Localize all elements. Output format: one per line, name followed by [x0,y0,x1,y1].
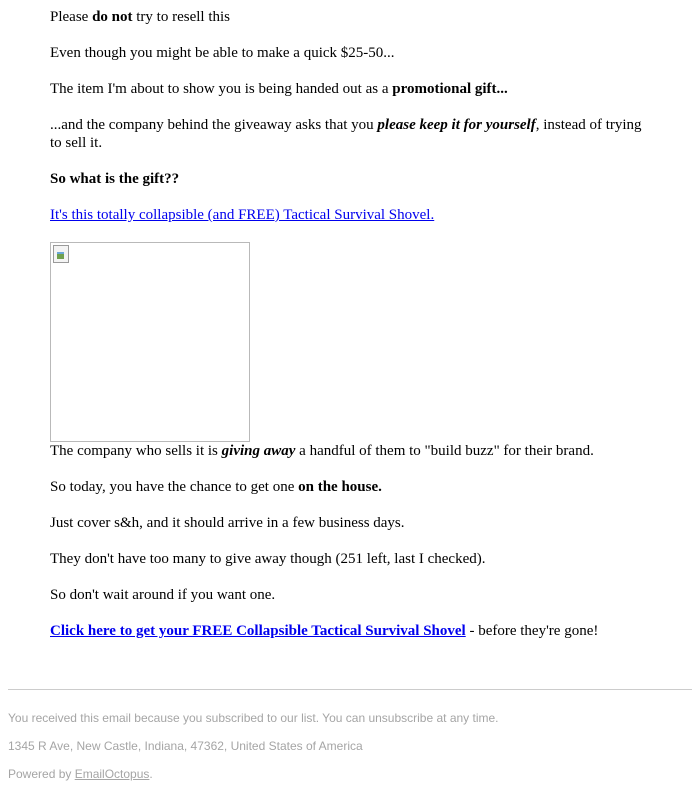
text: . [149,767,153,781]
footer-subscribed-notice: You received this email because you subscribed to our list. You can unsubscribe at any time. [8,711,499,725]
bold-italic-text: giving away [221,443,296,459]
text: - before they're gone! [465,623,599,639]
bold-italic-text: please keep it for yourself [377,117,536,133]
bold-text: So what is the gift?? [50,171,180,187]
footer-divider [8,689,692,690]
paragraph-dont-wait: So don't wait around if you want one. [50,587,276,603]
text: The company who sells it is [50,443,222,459]
text: So today, you have the chance to get one [50,479,299,495]
broken-image-icon [53,245,69,263]
footer-powered-by [8,766,153,782]
heading-what-is-gift [50,170,179,188]
paragraph-keep-it [50,116,650,152]
text: Powered by [8,767,75,781]
text: The item I'm about to show you is being handed out as a [50,81,393,97]
text: try to resell this [132,9,231,25]
text: , instead of trying to sell it. [50,117,642,151]
paragraph-promotional-gift [50,80,508,98]
bold-text: promotional gift... [392,81,508,97]
paragraph-stock-left: They don't have too many to give away though (251 left, last I checked). [50,551,486,567]
paragraph-giving-away [50,442,594,460]
paragraph-do-not-resell [50,8,230,26]
text: ...and the company behind the giveaway asks that you [50,117,378,133]
bold-text: on the house. [298,479,382,495]
paragraph-shovel-link [50,206,434,224]
emailoctopus-link[interactable]: EmailOctopus [74,767,150,781]
paragraph-quick-money: Even though you might be able to make a quick $25-50... [50,45,395,61]
bold-text: do not [92,9,133,25]
shovel-link[interactable]: It's this totally collapsible (and FREE) Tactical Survival Shovel. [50,207,435,223]
text: a handful of them to "build buzz" for their brand. [295,443,594,459]
text: Please [50,9,93,25]
footer-address: 1345 R Ave, New Castle, Indiana, 47362, United States of America [8,739,363,753]
cta-link[interactable]: Click here to get your FREE Collapsible Tactical Survival Shovel [50,623,466,639]
paragraph-cta [50,622,598,640]
paragraph-on-the-house [50,478,382,496]
product-image[interactable] [50,242,250,442]
paragraph-shipping: Just cover s&h, and it should arrive in a few business days. [50,515,405,531]
